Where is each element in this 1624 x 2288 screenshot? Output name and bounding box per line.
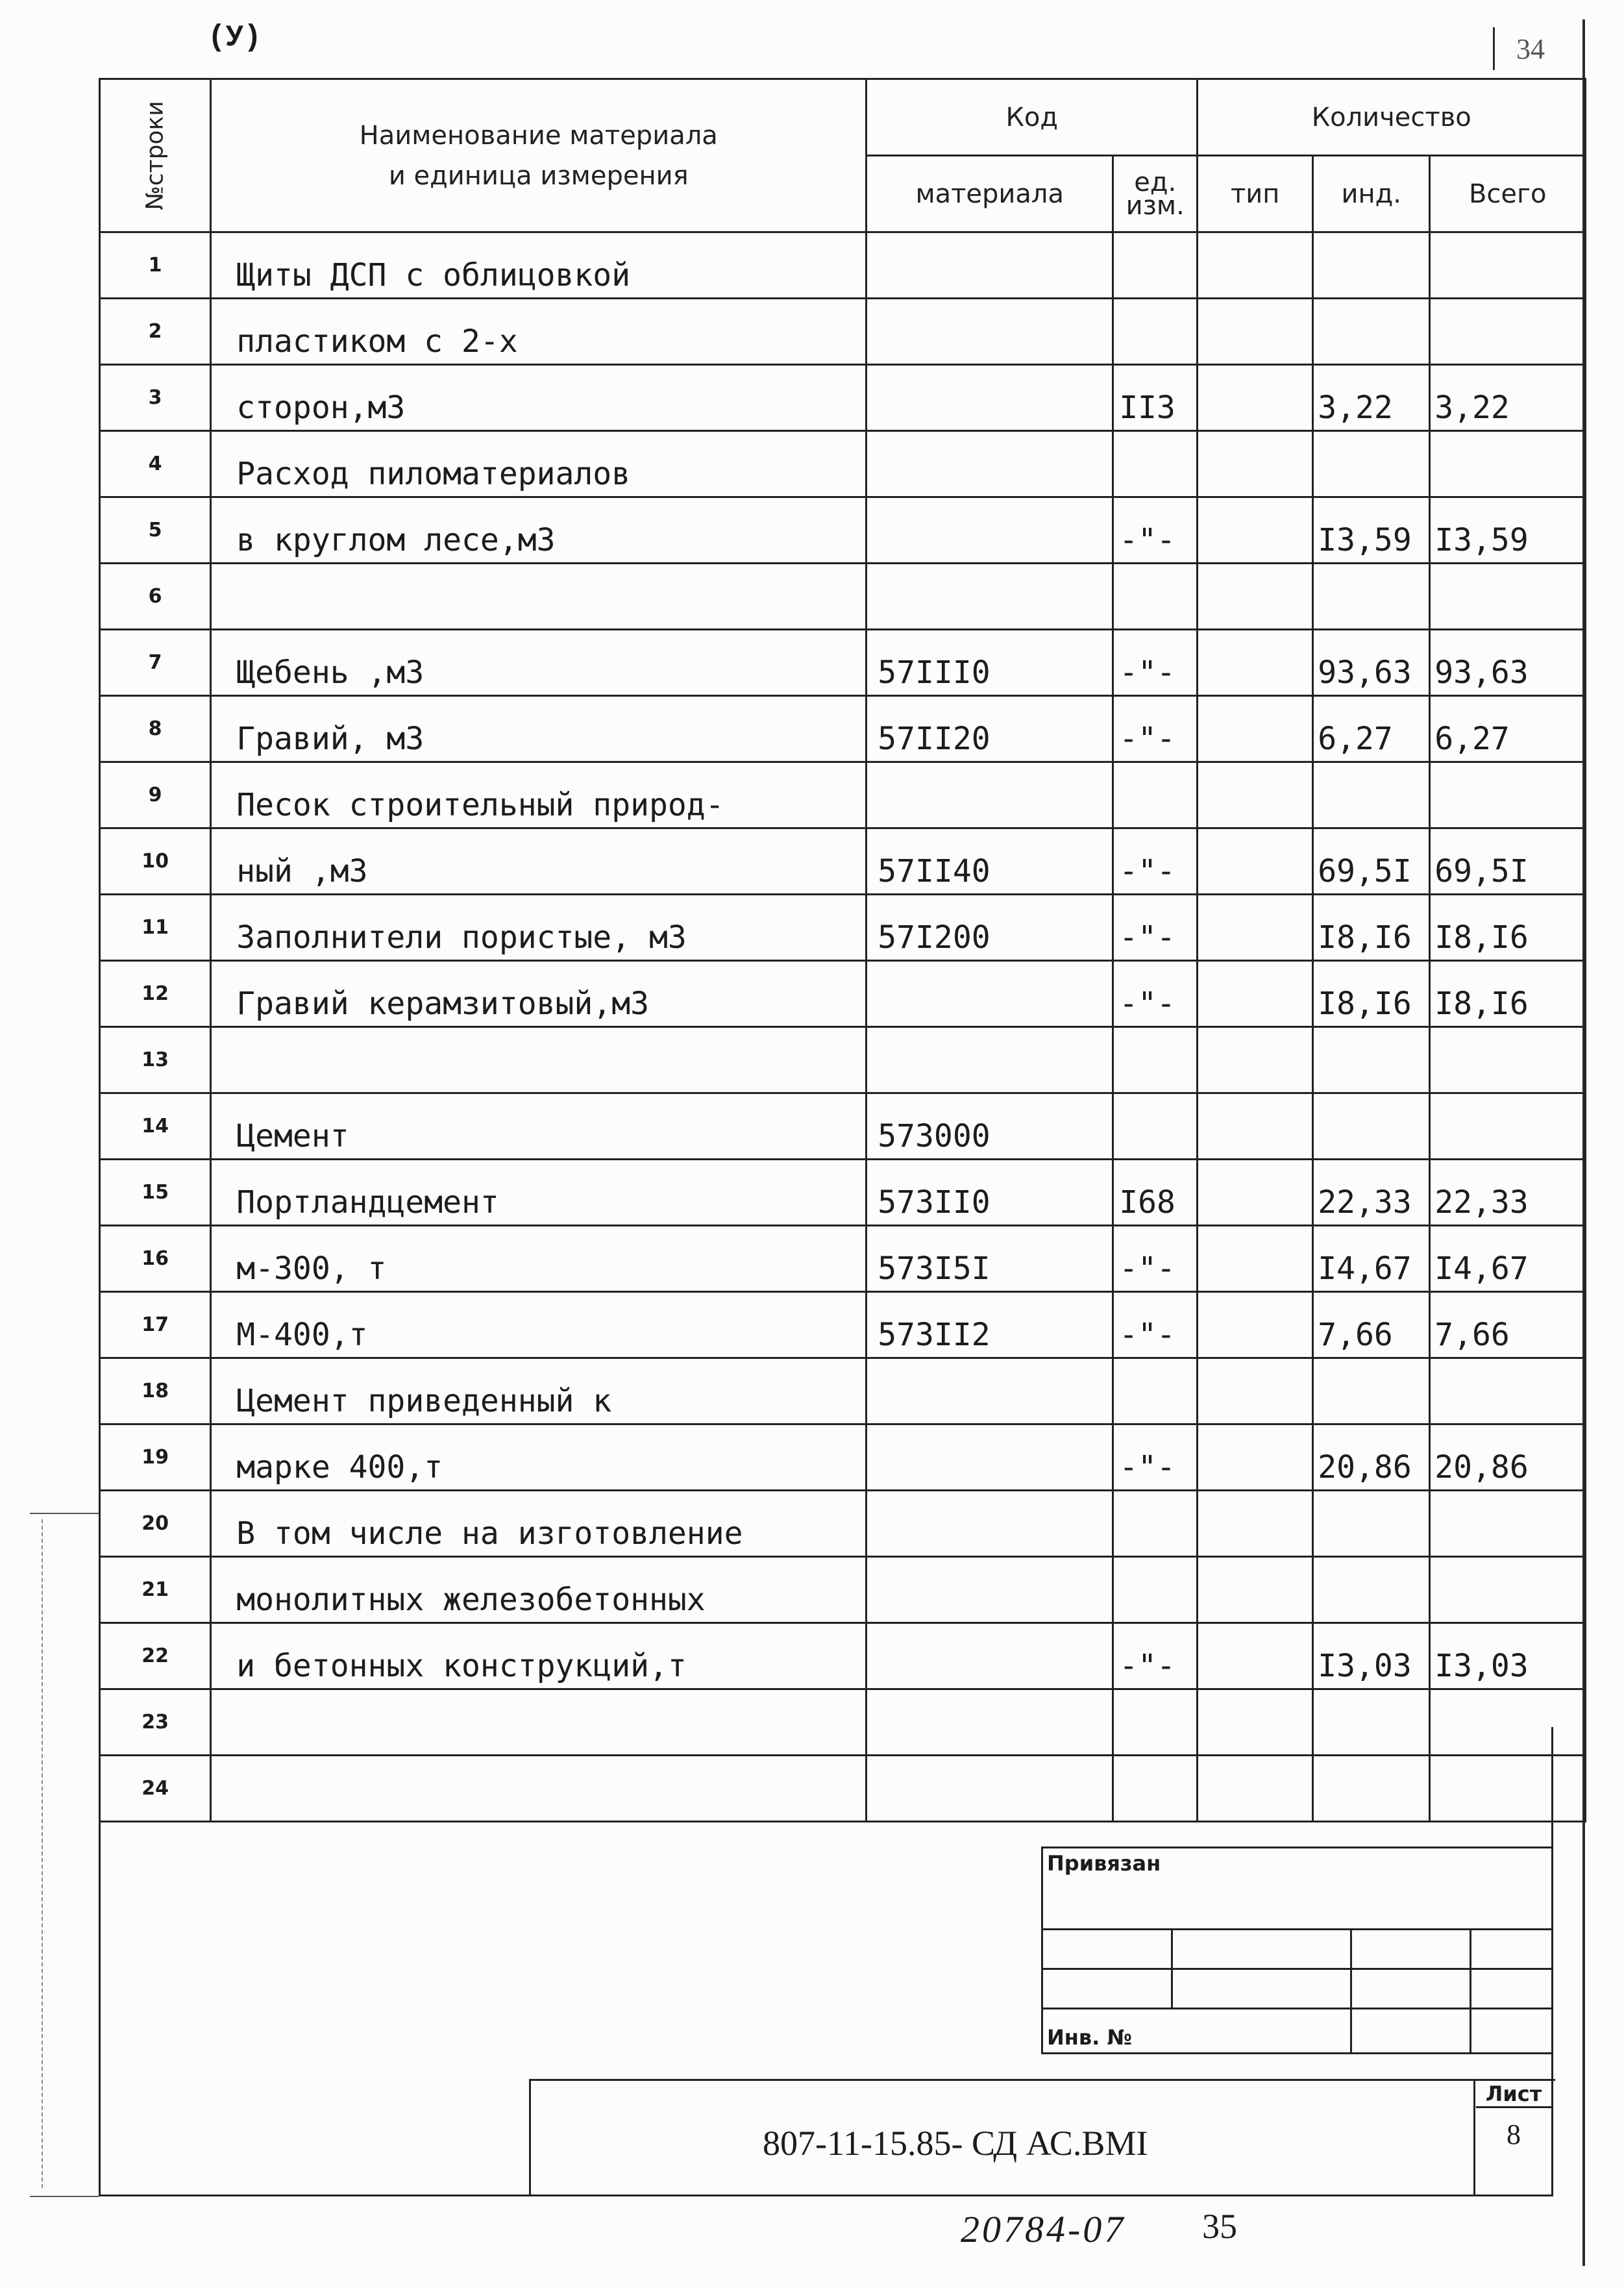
qty-total-cell <box>1430 564 1586 630</box>
qty-total-cell <box>1430 1756 1586 1822</box>
table-row <box>100 961 1586 1027</box>
qty-ind-cell: 69,5I <box>1313 828 1430 895</box>
qty-type-cell <box>1198 630 1313 696</box>
table-row <box>100 299 1586 365</box>
material-name-cell: в круглом лесе,м3 <box>211 497 867 564</box>
unit-code-cell: -"- <box>1113 630 1198 696</box>
row-number-cell: 24 <box>100 1756 211 1822</box>
stamp-cell <box>1351 2009 1471 2054</box>
qty-ind-cell <box>1313 1689 1430 1756</box>
header-code-material: материала <box>867 156 1113 232</box>
unit-code-cell <box>1113 1557 1198 1623</box>
row-number-cell: 19 <box>100 1424 211 1491</box>
row-number-cell: 15 <box>100 1160 211 1226</box>
unit-code-cell <box>1113 232 1198 299</box>
stamp-cell <box>1042 1969 1172 2009</box>
unit-code-cell: -"- <box>1113 961 1198 1027</box>
stamp-cell <box>1471 2009 1553 2054</box>
unit-code-cell: -"- <box>1113 497 1198 564</box>
material-name-cell: Гравий керамзитовый,м3 <box>211 961 867 1027</box>
unit-code-cell <box>1113 1358 1198 1424</box>
stamp-cell <box>1471 1930 1553 1969</box>
material-code-cell <box>867 564 1113 630</box>
material-code-cell: 573II2 <box>867 1292 1113 1358</box>
material-name-cell: М-400,т <box>211 1292 867 1358</box>
material-code-cell <box>867 1358 1113 1424</box>
unit-code-cell <box>1113 564 1198 630</box>
unit-code-cell: I68 <box>1113 1160 1198 1226</box>
qty-total-cell <box>1430 232 1586 299</box>
qty-type-cell <box>1198 1557 1313 1623</box>
qty-total-cell <box>1430 431 1586 497</box>
qty-ind-cell <box>1313 299 1430 365</box>
qty-total-cell <box>1430 1093 1586 1160</box>
row-number-cell: 6 <box>100 564 211 630</box>
header-row-number <box>100 79 211 232</box>
unit-code-cell: -"- <box>1113 895 1198 961</box>
qty-type-cell <box>1198 1623 1313 1689</box>
row-number-cell: 23 <box>100 1689 211 1756</box>
row-number-cell: 16 <box>100 1226 211 1292</box>
stamp-cell <box>1042 1930 1172 1969</box>
row-number-cell: 10 <box>100 828 211 895</box>
material-code-cell <box>867 1756 1113 1822</box>
table-row <box>100 696 1586 762</box>
material-code-cell <box>867 232 1113 299</box>
qty-total-cell: 22,33 <box>1430 1160 1586 1226</box>
sheet-number: 8 <box>1507 2119 1521 2150</box>
material-code-cell <box>867 1027 1113 1093</box>
row-number-cell: 18 <box>100 1358 211 1424</box>
qty-ind-cell <box>1313 232 1430 299</box>
material-code-cell <box>867 299 1113 365</box>
table-row <box>100 1292 1586 1358</box>
row-number-cell: 22 <box>100 1623 211 1689</box>
qty-total-cell <box>1430 299 1586 365</box>
material-code-cell <box>867 497 1113 564</box>
qty-ind-cell: 93,63 <box>1313 630 1430 696</box>
material-name-cell: Портландцемент <box>211 1160 867 1226</box>
row-number-cell: 3 <box>100 365 211 431</box>
material-name-cell: Заполнители пористые, м3 <box>211 895 867 961</box>
stamp-cell <box>1471 1969 1553 2009</box>
unit-code-cell <box>1113 1689 1198 1756</box>
material-code-cell <box>867 1623 1113 1689</box>
table-row <box>100 828 1586 895</box>
table-row <box>100 431 1586 497</box>
qty-type-cell <box>1198 961 1313 1027</box>
material-code-cell <box>867 1557 1113 1623</box>
row-number-cell: 2 <box>100 299 211 365</box>
material-code-cell <box>867 762 1113 828</box>
material-name-cell: монолитных железобетонных <box>211 1557 867 1623</box>
qty-total-cell <box>1430 1557 1586 1623</box>
qty-ind-cell: I8,I6 <box>1313 895 1430 961</box>
header-qty-total: Всего <box>1430 156 1586 232</box>
material-name-cell: пластиком с 2-х <box>211 299 867 365</box>
qty-type-cell <box>1198 365 1313 431</box>
unit-code-cell <box>1113 431 1198 497</box>
qty-ind-cell <box>1313 1358 1430 1424</box>
row-number-cell: 7 <box>100 630 211 696</box>
material-name-cell: м-300, т <box>211 1226 867 1292</box>
qty-total-cell: I8,I6 <box>1430 961 1586 1027</box>
material-code-cell <box>867 365 1113 431</box>
qty-ind-cell <box>1313 1093 1430 1160</box>
unit-code-cell: -"- <box>1113 1226 1198 1292</box>
binding-strip <box>30 1513 99 2197</box>
qty-type-cell <box>1198 299 1313 365</box>
material-code-cell <box>867 961 1113 1027</box>
materials-table <box>99 78 1586 1822</box>
table-row <box>100 497 1586 564</box>
qty-ind-cell <box>1313 1027 1430 1093</box>
qty-ind-cell <box>1313 431 1430 497</box>
qty-ind-cell: 6,27 <box>1313 696 1430 762</box>
qty-ind-cell <box>1313 1756 1430 1822</box>
table-row <box>100 1093 1586 1160</box>
qty-type-cell <box>1198 1292 1313 1358</box>
qty-total-cell <box>1430 1027 1586 1093</box>
qty-ind-cell <box>1313 564 1430 630</box>
material-name-cell: Цемент приведенный к <box>211 1358 867 1424</box>
qty-total-cell: 7,66 <box>1430 1292 1586 1358</box>
material-code-cell: 57II20 <box>867 696 1113 762</box>
row-number-cell: 14 <box>100 1093 211 1160</box>
qty-total-cell <box>1430 1491 1586 1557</box>
attachment-stamp <box>1041 1847 1553 2054</box>
qty-ind-cell: 20,86 <box>1313 1424 1430 1491</box>
page-number-top: 34 <box>1493 27 1566 70</box>
table-row <box>100 1226 1586 1292</box>
qty-total-cell <box>1430 1689 1586 1756</box>
qty-ind-cell <box>1313 1491 1430 1557</box>
table-row <box>100 365 1586 431</box>
row-number-cell: 12 <box>100 961 211 1027</box>
material-code-cell: 573II0 <box>867 1160 1113 1226</box>
table-row <box>100 762 1586 828</box>
qty-type-cell <box>1198 895 1313 961</box>
stamp-cell <box>1172 1969 1351 2009</box>
material-name-cell: и бетонных конструкций,т <box>211 1623 867 1689</box>
row-number-cell: 11 <box>100 895 211 961</box>
table-row <box>100 1557 1586 1623</box>
qty-total-cell: I8,I6 <box>1430 895 1586 961</box>
footer-code: 20784-07 <box>961 2208 1126 2250</box>
qty-type-cell <box>1198 1027 1313 1093</box>
qty-total-cell: I4,67 <box>1430 1226 1586 1292</box>
table-row <box>100 1623 1586 1689</box>
qty-total-cell <box>1430 1358 1586 1424</box>
header-quantity: Количество <box>1198 79 1586 156</box>
unit-code-cell <box>1113 1756 1198 1822</box>
header-qty-type: тип <box>1198 156 1313 232</box>
unit-code-cell <box>1113 1093 1198 1160</box>
qty-ind-cell: I8,I6 <box>1313 961 1430 1027</box>
row-number-cell: 5 <box>100 497 211 564</box>
row-number-cell: 20 <box>100 1491 211 1557</box>
unit-code-cell <box>1113 1027 1198 1093</box>
qty-total-cell: 6,27 <box>1430 696 1586 762</box>
table-row <box>100 232 1586 299</box>
material-name-cell: Гравий, м3 <box>211 696 867 762</box>
sheet-label: Лист <box>1476 2082 1551 2108</box>
material-code-cell: 57III0 <box>867 630 1113 696</box>
qty-type-cell <box>1198 696 1313 762</box>
header-material-name: Наименование материала и единица измерения <box>211 79 867 232</box>
header-code: Код <box>867 79 1198 156</box>
qty-type-cell <box>1198 564 1313 630</box>
table-row <box>100 1358 1586 1424</box>
material-name-cell: Расход пиломатериалов <box>211 431 867 497</box>
material-code-cell <box>867 1689 1113 1756</box>
material-code-cell: 57II40 <box>867 828 1113 895</box>
qty-type-cell <box>1198 1358 1313 1424</box>
material-code-cell: 57I200 <box>867 895 1113 961</box>
qty-type-cell <box>1198 1756 1313 1822</box>
stamp-cell <box>1351 1930 1471 1969</box>
unit-code-cell: -"- <box>1113 1424 1198 1491</box>
qty-total-cell: 93,63 <box>1430 630 1586 696</box>
row-number-cell: 4 <box>100 431 211 497</box>
stamp-inv-label: Инв. № <box>1042 2009 1351 2054</box>
qty-type-cell <box>1198 1424 1313 1491</box>
material-name-cell <box>211 564 867 630</box>
material-code-cell <box>867 431 1113 497</box>
material-code-cell: 573I5I <box>867 1226 1113 1292</box>
row-number-cell: 1 <box>100 232 211 299</box>
header-row-number-label: №строки <box>141 101 169 210</box>
unit-code-cell <box>1113 762 1198 828</box>
row-number-cell: 8 <box>100 696 211 762</box>
qty-type-cell <box>1198 431 1313 497</box>
qty-type-cell <box>1198 1491 1313 1557</box>
material-code-cell <box>867 1491 1113 1557</box>
row-number-cell: 13 <box>100 1027 211 1093</box>
qty-type-cell <box>1198 1093 1313 1160</box>
footer-page-number: 35 <box>1202 2207 1237 2246</box>
material-code-cell <box>867 1424 1113 1491</box>
material-name-cell: Цемент <box>211 1093 867 1160</box>
row-number-cell: 17 <box>100 1292 211 1358</box>
table-row <box>100 630 1586 696</box>
table-row <box>100 1491 1586 1557</box>
qty-type-cell <box>1198 828 1313 895</box>
table-row <box>100 1160 1586 1226</box>
qty-total-cell: 69,5I <box>1430 828 1586 895</box>
qty-ind-cell <box>1313 762 1430 828</box>
table-row <box>100 1689 1586 1756</box>
material-code-cell: 573000 <box>867 1093 1113 1160</box>
material-name-cell: сторон,м3 <box>211 365 867 431</box>
unit-code-cell: -"- <box>1113 1292 1198 1358</box>
unit-code-cell: -"- <box>1113 696 1198 762</box>
unit-code-cell <box>1113 299 1198 365</box>
unit-code-cell <box>1113 1491 1198 1557</box>
qty-ind-cell: I4,67 <box>1313 1226 1430 1292</box>
qty-ind-cell <box>1313 1557 1430 1623</box>
unit-code-cell: -"- <box>1113 1623 1198 1689</box>
qty-type-cell <box>1198 1160 1313 1226</box>
unit-code-cell: II3 <box>1113 365 1198 431</box>
material-name-cell <box>211 1689 867 1756</box>
qty-total-cell <box>1430 762 1586 828</box>
qty-type-cell <box>1198 232 1313 299</box>
header-code-unit: ед. изм. <box>1113 156 1198 232</box>
table-row <box>100 895 1586 961</box>
table-row <box>100 564 1586 630</box>
qty-total-cell: 3,22 <box>1430 365 1586 431</box>
qty-type-cell <box>1198 497 1313 564</box>
qty-ind-cell: 7,66 <box>1313 1292 1430 1358</box>
qty-ind-cell: 22,33 <box>1313 1160 1430 1226</box>
qty-total-cell: I3,03 <box>1430 1623 1586 1689</box>
qty-total-cell: I3,59 <box>1430 497 1586 564</box>
material-name-cell: Щиты ДСП с облицовкой <box>211 232 867 299</box>
qty-total-cell: 20,86 <box>1430 1424 1586 1491</box>
table-row <box>100 1424 1586 1491</box>
qty-type-cell <box>1198 1689 1313 1756</box>
table-row <box>100 1756 1586 1822</box>
material-name-cell <box>211 1756 867 1822</box>
row-number-cell: 9 <box>100 762 211 828</box>
qty-type-cell <box>1198 762 1313 828</box>
material-name-cell: ный ,м3 <box>211 828 867 895</box>
qty-type-cell <box>1198 1226 1313 1292</box>
material-name-cell: марке 400,т <box>211 1424 867 1491</box>
binding-strip-dashes <box>42 1519 44 2188</box>
header-qty-ind: инд. <box>1313 156 1430 232</box>
material-name-cell: Песок строительный природ- <box>211 762 867 828</box>
document-mark: (У) <box>208 21 262 55</box>
stamp-attached-label: Привязан <box>1042 1848 1553 1930</box>
material-name-cell: В том числе на изготовление <box>211 1491 867 1557</box>
row-number-cell: 21 <box>100 1557 211 1623</box>
unit-code-cell: -"- <box>1113 828 1198 895</box>
stamp-cell <box>1351 1969 1471 2009</box>
qty-ind-cell: 3,22 <box>1313 365 1430 431</box>
document-designation: 807-11-15.85- СД АС.ВМI <box>763 2124 1148 2163</box>
material-name-cell: Щебень ,м3 <box>211 630 867 696</box>
table-row <box>100 1027 1586 1093</box>
stamp-cell <box>1172 1930 1351 1969</box>
qty-ind-cell: I3,03 <box>1313 1623 1430 1689</box>
qty-ind-cell: I3,59 <box>1313 497 1430 564</box>
material-name-cell <box>211 1027 867 1093</box>
frame-left-edge <box>99 1727 101 2195</box>
